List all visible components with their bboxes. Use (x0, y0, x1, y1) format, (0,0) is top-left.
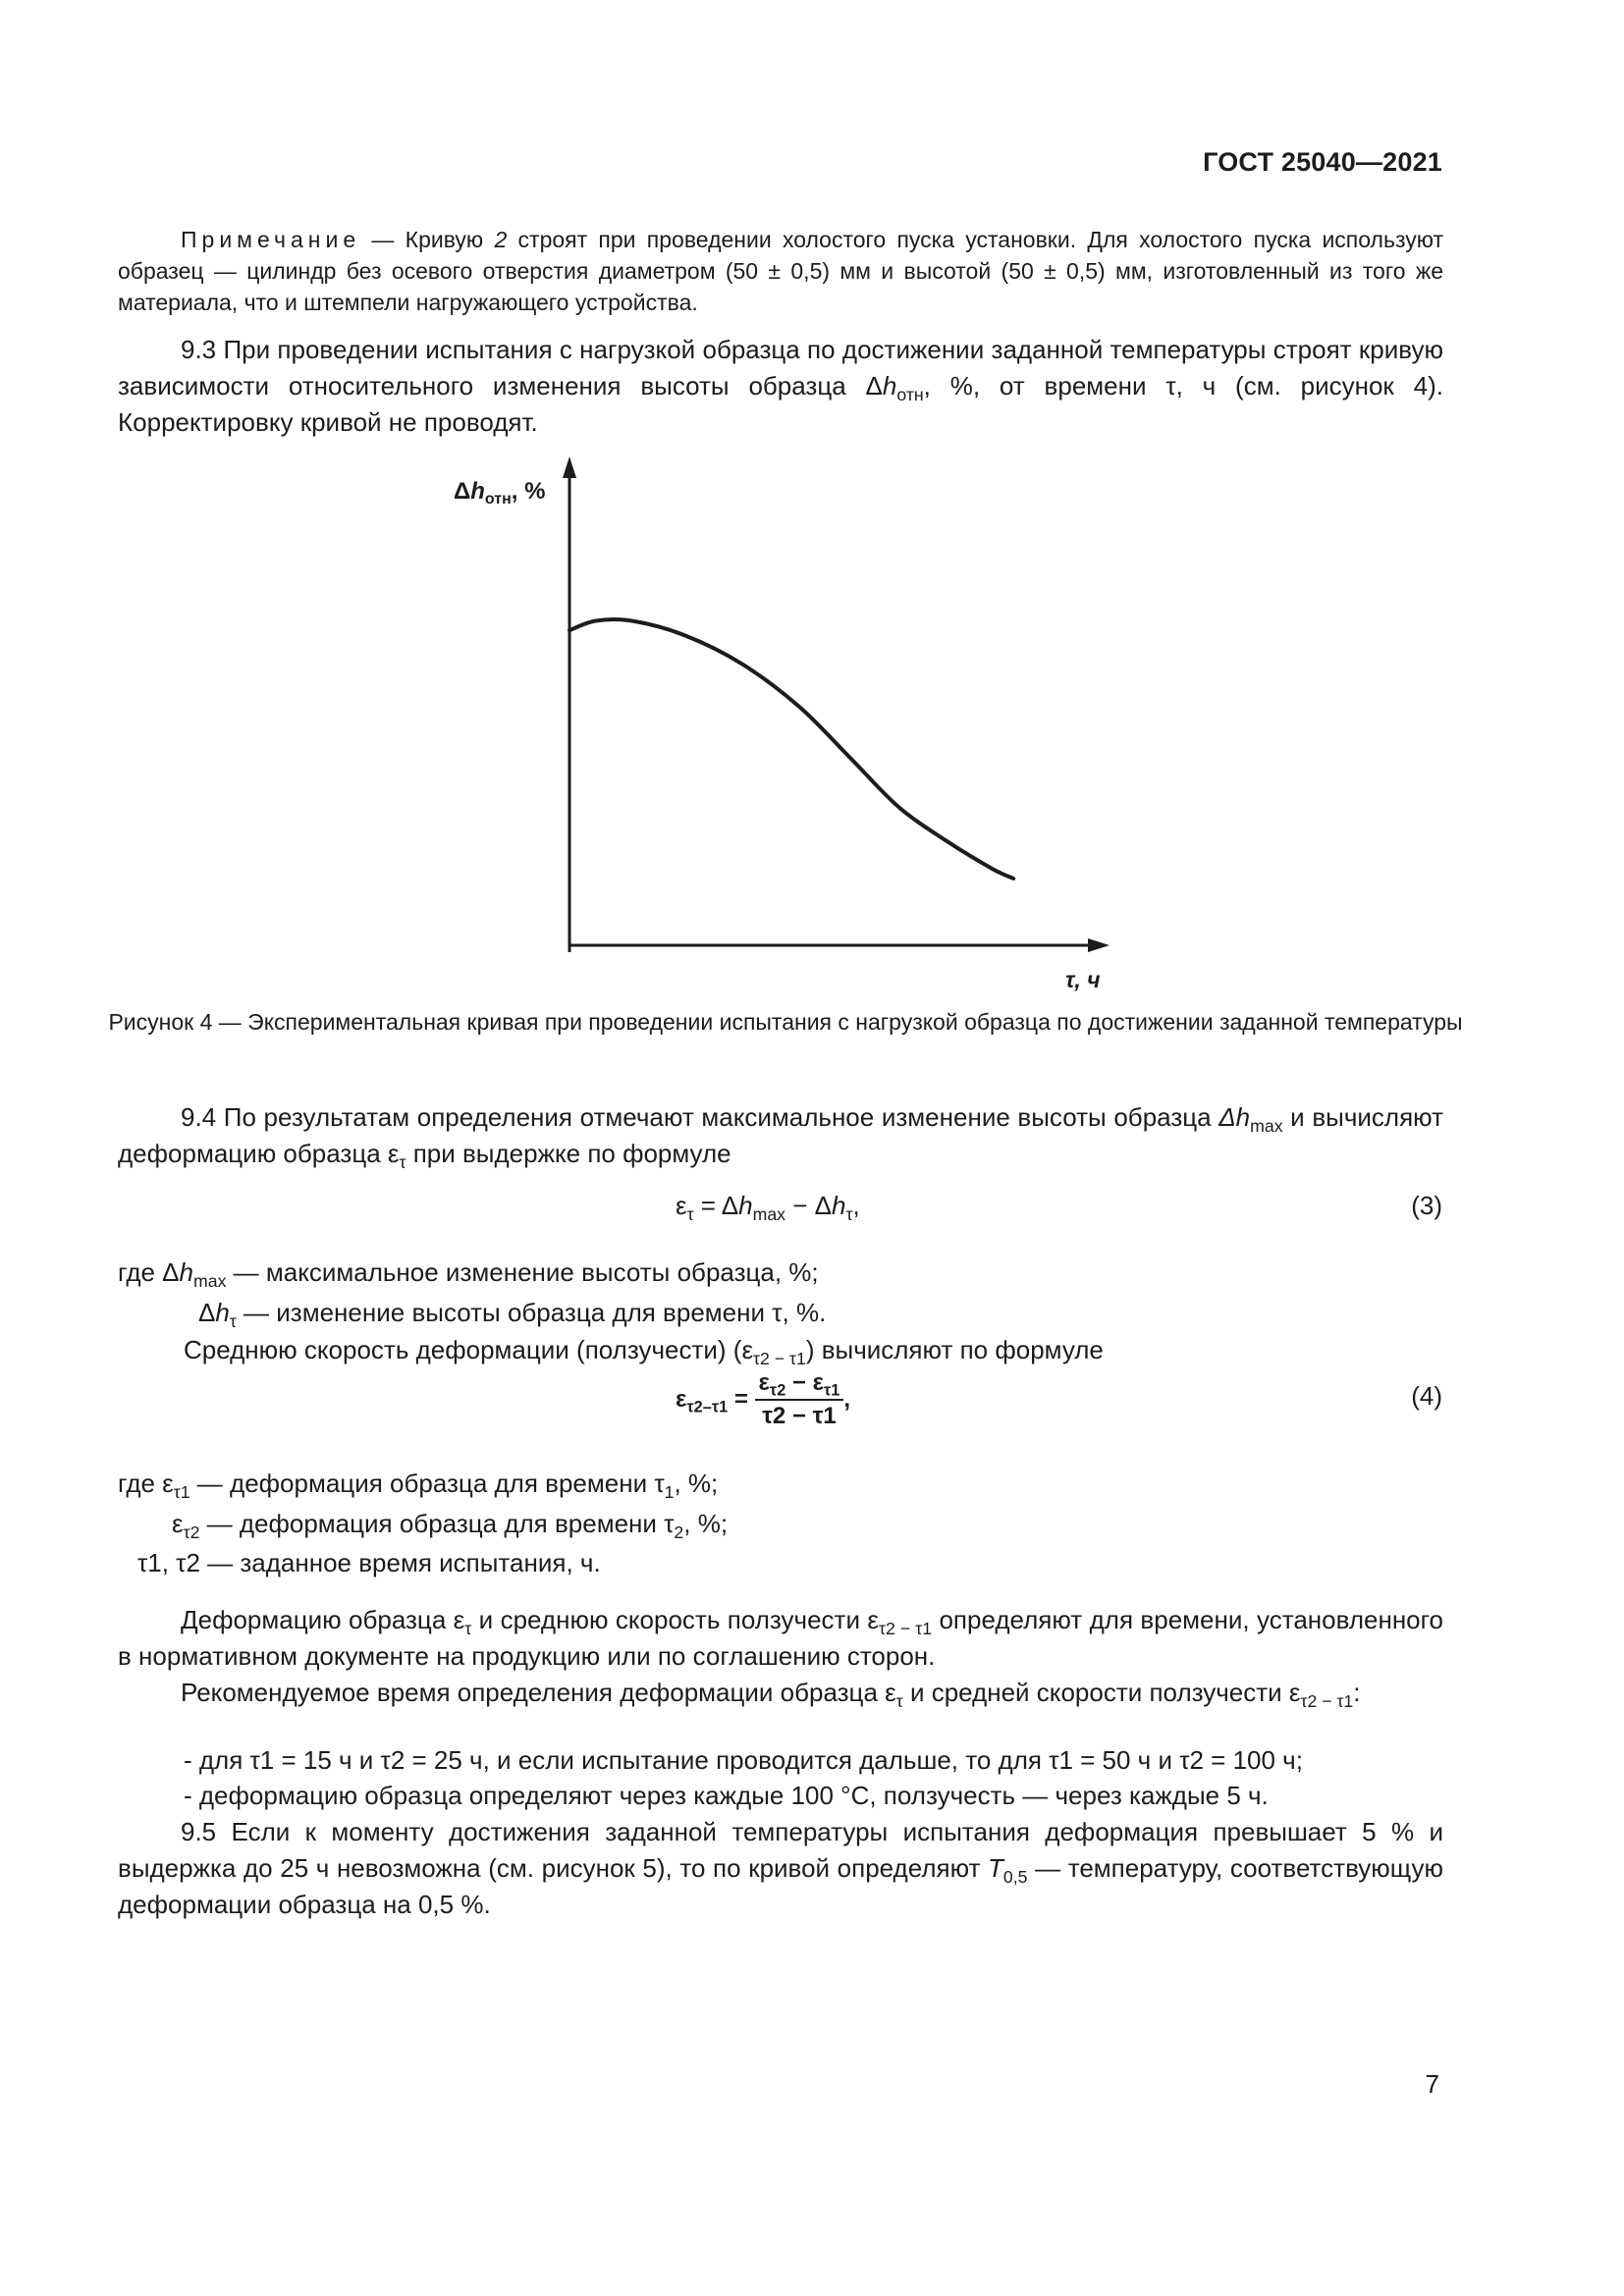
formula-4-fraction: $\frac{\varepsilon_{\tau 2} - \varepsilon_{\tau 1}}{\tau 2 - \tau 1}$ (755, 1369, 844, 1430)
where-4-line-3: τ1, τ2 — заданное время испытания, ч. (137, 1548, 601, 1577)
formula-3: $\varepsilon_\tau = \Delta h_{max} - \Delta h_\tau$, (676, 1191, 860, 1225)
figure-4-chart (432, 456, 1139, 1006)
where-3-line-1: где $\Delta h_{max}$ — максимальное изменение высоты образца, %; (118, 1257, 819, 1292)
formula-4-number: (4) (1411, 1381, 1442, 1411)
y-axis-label: $\Delta h_{отн}$, % (454, 478, 546, 507)
note-paragraph: Примечание — Кривую 2 строят при проведении холостого пуска установки. Для холостого пуска используют образец — цилиндр без осевого отверстия диаметром (50 ± 0,5) мм и высотой (50 ± 0,5) мм, изготовленный из того же материала, что и штемпели нагружающего устройства. (118, 227, 1444, 315)
where-4-line-2: $\varepsilon_{\tau 2}$ — деформация образца для времени $\tau_2$, %; (172, 1509, 729, 1543)
note-label: Примечание (181, 227, 361, 252)
figure-4-caption: Рисунок 4 — Экспериментальная кривая при проведении испытания с нагрузкой образца по достижении заданной температуры (108, 1009, 1463, 1035)
y-axis-arrow (563, 456, 576, 478)
experimental-curve (569, 619, 1013, 879)
where-4-line-1: где $\varepsilon_{\tau 1}$ — деформация образца для времени $\tau_1$, %; (118, 1468, 719, 1503)
paragraph-recommended: Рекомендуемое время определения деформации образца $\varepsilon_\tau$ и средней скорости ползучести $\varepsilon_{\tau 2 - \tau 1}$: (181, 1678, 1361, 1712)
x-axis-label: τ, ч (1065, 967, 1101, 992)
where-3-line-2: $\Delta h_\tau$ — изменение высоты образца для времени τ, %. (198, 1298, 827, 1332)
avg-speed-intro: Среднюю скорость деформации (ползучести) $(\varepsilon_{\tau 2 - \tau 1})$ вычисляют по формуле (184, 1335, 1104, 1369)
paragraph-9-4: 9.4 По результатам определения отмечают максимальное изменение высоты образца $\Delta h_{max}$ и вычисляют деформацию образца $\varepsilon_\tau$ при выдержке по формуле (118, 1102, 1443, 1173)
paragraph-deformation: Деформацию образца $\varepsilon_\tau$ и среднюю скорость ползучести $\varepsilon_{\tau 2 - \tau 1}$ определяют для времени, установленного в нормативном документе на продукцию или по соглашению сторон. (118, 1605, 1444, 1671)
page-number: 7 (1425, 2069, 1439, 2099)
paragraph-9-5: 9.5 Если к моменту достижения заданной температуры испытания деформация превышает 5 % и выдержка до 25 ч невозможна (см. рисунок 5), то по кривой определяют $T_{0,5}$ — температуру, соответствующую деформации образца на 0,5 %. (118, 1817, 1443, 1919)
list-item: - деформацию образца определяют через каждые 100 °С, ползучесть — через каждые 5 ч. (184, 1781, 1269, 1810)
list-item: - для τ1 = 15 ч и τ2 = 25 ч, и если испытание проводится дальше, то для τ1 = 50 ч и τ2 = 100 ч; (184, 1745, 1303, 1775)
document-id: ГОСТ 25040—2021 (1203, 147, 1442, 177)
formula-3-number: (3) (1411, 1191, 1442, 1220)
paragraph-9-3: 9.3 При проведении испытания с нагрузкой образца по достижении заданной температуры строят кривую зависимости относительного изменения высоты образца $\Delta h_{отн}$, %, от времени τ, ч (см. рисунок 4). Корректировку кривой не проводят. (118, 335, 1443, 437)
x-axis-arrow (1088, 938, 1110, 952)
formula-4: $\varepsilon_{\tau 2-\tau 1}$ = $\frac{\varepsilon_{\tau 2} - \varepsilon_{\tau 1}}{\tau 2 - \tau 1}$ , (676, 1369, 851, 1429)
